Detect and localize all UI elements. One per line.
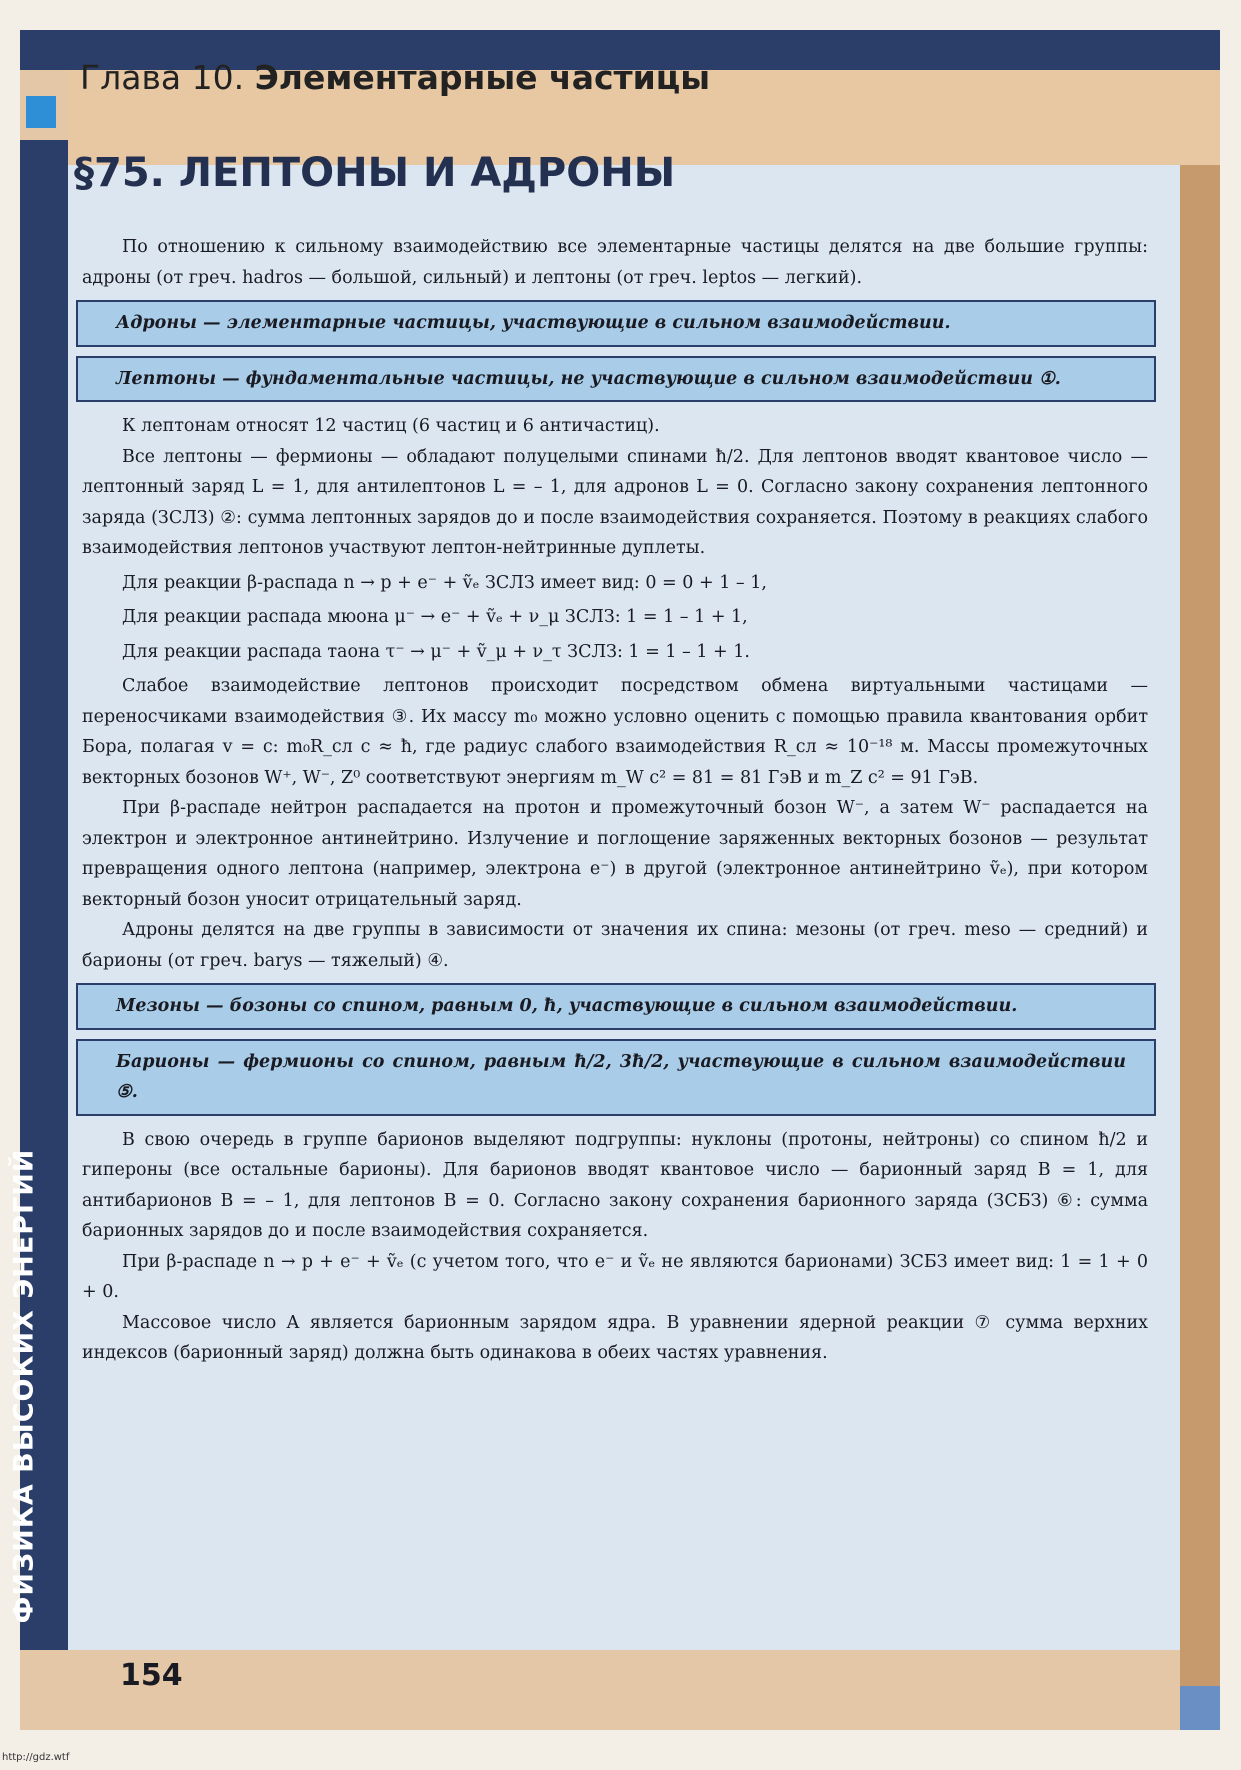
definition-leptons: Лептоны — фундаментальные частицы, не участвующие в сильном взаимодействии ①. [76,356,1156,403]
paragraph-lepton-count: К лептонам относят 12 частиц (6 частиц и 6 античастиц). [122,416,660,436]
watermark-url: http://gdz.wtf [2,1752,70,1763]
page-edge [1180,165,1220,1730]
paragraph-beta-decay: При β-распаде нейтрон распадается на протон и промежуточный бозон W⁻, а затем W⁻ распадается на электрон и электронное антинейтрино. Излучение и поглощение заряженных векторных бозонов — результат превращения одного лептона (например, электрона e⁻) в другой (электронное антинейтрино ṽₑ), при котором векторный бозон уносит отрицательный заряд. [82,798,1148,910]
equation-tau-decay: Для реакции распада таона τ⁻ → μ⁻ + ṽ_μ + ν_τ ЗСЛЗ: 1 = 1 – 1 + 1. [122,641,750,662]
chapter-title [80,58,710,97]
paragraph-baryon-charge: В свою очередь в группе барионов выделяют подгруппы: нуклоны (протоны, нейтроны) со спином ħ/2 и гипероны (все остальные барионы). Для барионов вводят квантовое число — барионный заряд B = 1, для антибарионов B = – 1, для лептонов B = 0. Согласно закону сохранения барионного заряда (ЗСБЗ) ⑥: сумма барионных зарядов до и после взаимодействия сохраняется. [82,1129,1148,1241]
definition-mesons: Мезоны — бозоны со спином, равным 0, ħ, участвующие в сильном взаимодействии. [76,983,1156,1030]
definition-baryons: Барионы — фермионы со спином, равным ħ/2, 3ħ/2, участвующие в сильном взаимодействии ⑤. [76,1039,1156,1116]
chapter-name: Элементарные частицы [254,58,711,97]
chapter-marker [26,96,56,128]
paragraph-weak-interaction: Слабое взаимодействие лептонов происходит посредством обмена виртуальными частицами — переносчиками взаимодействия ③. Их массу m₀ можно условно оценить с помощью правила квантования орбит Бора, полагая v = c: m₀R_сл c ≈ ħ, где радиус слабого взаимодействия R_сл ≈ 10⁻¹⁸ м. Массы промежуточных векторных бозонов W⁺, W⁻, Z⁰ соответствуют энергиям m_W c² = 81 = 81 ГэВ и m_Z c² = 91 ГэВ. [82,676,1148,788]
paragraph-mass-number: Массовое число A является барионным зарядом ядра. В уравнении ядерной реакции ⑦ сумма верхних индексов (барионный заряд) должна быть одинакова в обеих частях уравнения. [82,1312,1148,1363]
chapter-prefix: Глава 10. [80,58,245,97]
side-label: ФИЗИКА ВЫСОКИХ ЭНЕРГИЙ [8,1148,40,1624]
paragraph-hadron-groups: Адроны делятся на две группы в зависимости от значения их спина: мезоны (от греч. meso — средний) и барионы (от греч. barys — тяжелый) ④. [82,920,1148,971]
definition-hadrons: Адроны — элементарные частицы, участвующие в сильном взаимодействии. [76,300,1156,347]
page-edge-marker [1180,1686,1220,1730]
equation-beta-decay: Для реакции β-распада n → p + e⁻ + ṽₑ ЗСЛЗ имеет вид: 0 = 0 + 1 – 1, [122,572,767,593]
page-number: 154 [120,1658,183,1693]
paragraph-intro: По отношению к сильному взаимодействию все элементарные частицы делятся на две большие группы: адроны (от греч. hadros — большой, сильный) и лептоны (от греч. leptos — легкий). [82,237,1148,288]
section-title: §75. ЛЕПТОНЫ И АДРОНЫ [74,150,676,196]
paragraph-baryon-beta: При β-распаде n → p + e⁻ + ṽₑ (с учетом того, что e⁻ и ṽₑ не являются барионами) ЗСБЗ имеет вид: 1 = 1 + 0 + 0. [82,1251,1148,1302]
paragraph-lepton-charge: Все лептоны — фермионы — обладают полуцелыми спинами ħ/2. Для лептонов вводят квантовое число — лептонный заряд L = 1, для антилептонов L = – 1, для адронов L = 0. Согласно закону сохранения лептонного заряда (ЗСЛЗ) ②: сумма лептонных зарядов до и после взаимодействия сохраняется. Поэтому в реакциях слабого взаимодействия лептонов участвуют лептон-нейтринные дуплеты. [82,446,1148,558]
equation-muon-decay: Для реакции распада мюона μ⁻ → e⁻ + ṽₑ + ν_μ ЗСЛЗ: 1 = 1 – 1 + 1, [122,607,748,627]
body-text [82,232,1148,1369]
